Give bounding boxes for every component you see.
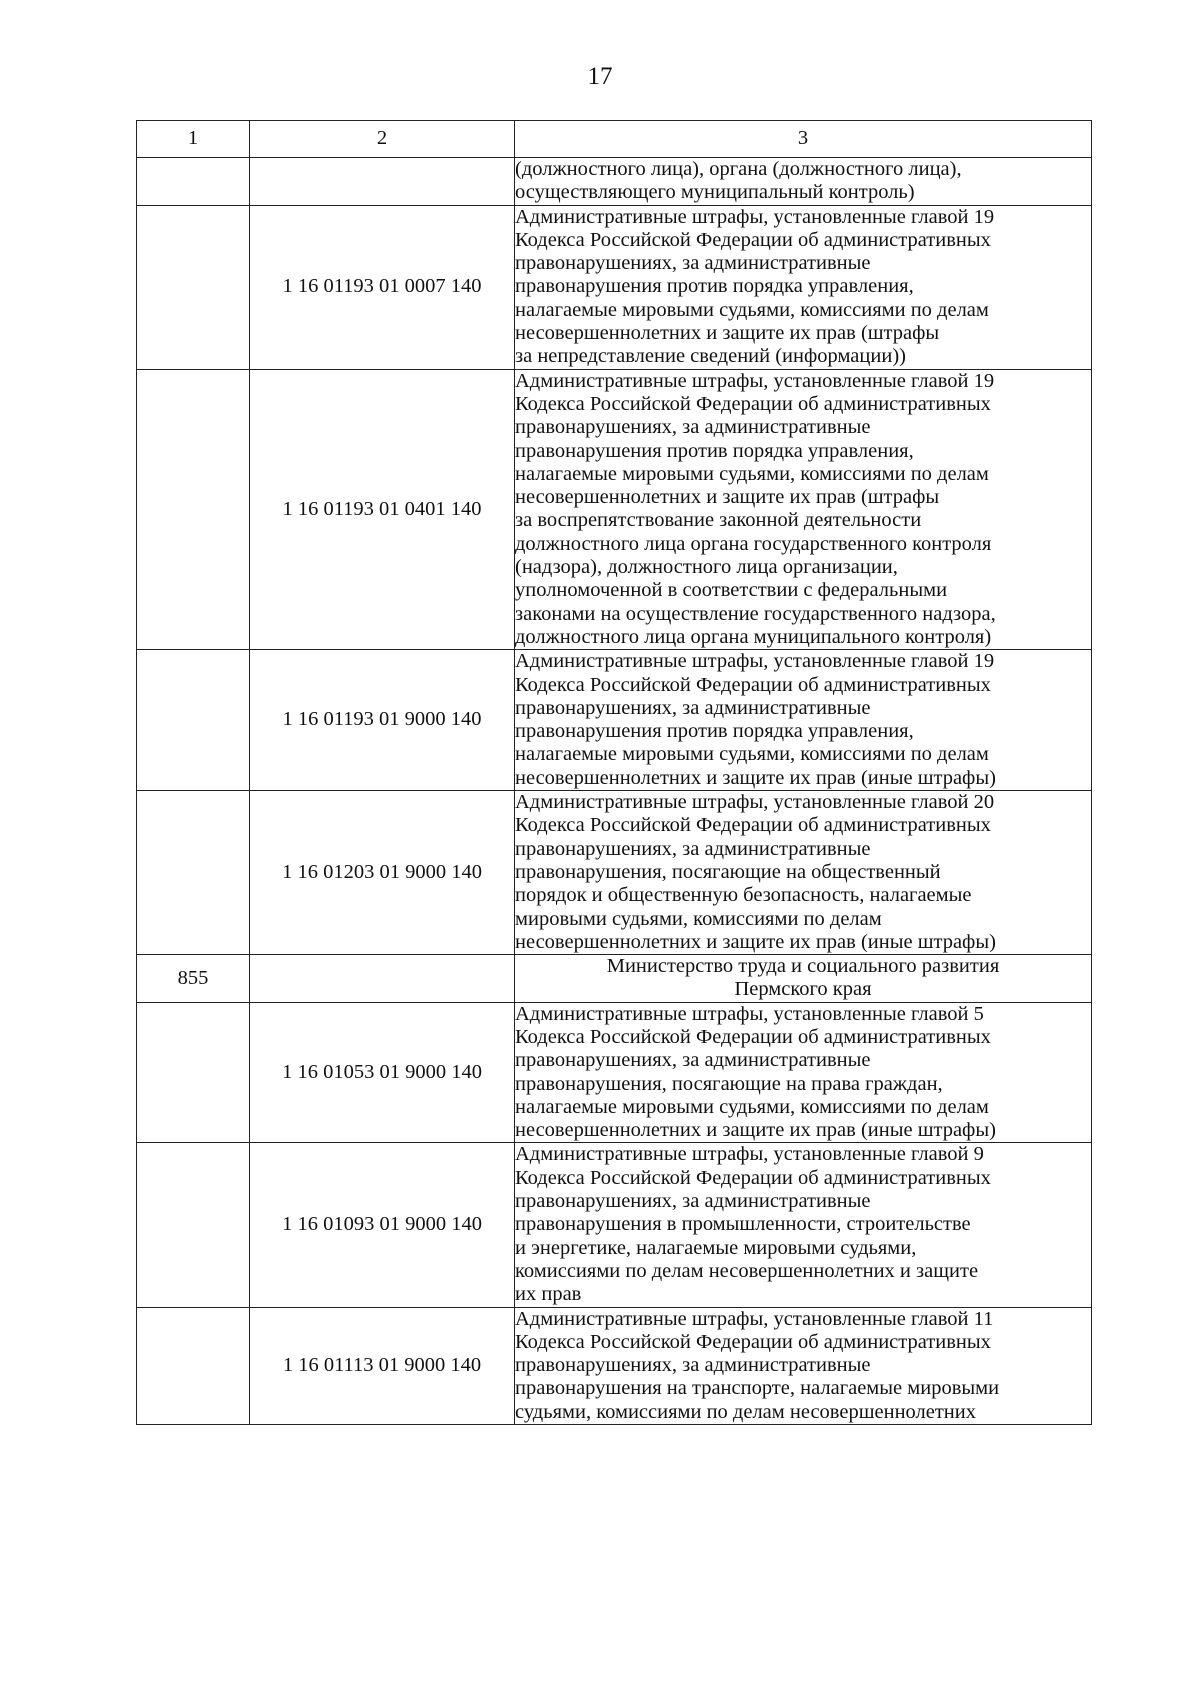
description-line: несовершеннолетних и защите их прав (иные штрафы) — [515, 766, 996, 789]
description-line: правонарушения в промышленности, строительстве — [515, 1213, 971, 1236]
description-cell — [515, 1143, 1092, 1307]
description-line: (должностного лица), органа (должностного лица), — [515, 158, 962, 180]
description-line: правонарушения, посягающие на общественный — [515, 860, 941, 883]
description-line: Кодекса Российской Федерации об административных — [515, 392, 991, 415]
description-line: несовершеннолетних и защите их прав (иные штрафы) — [515, 930, 996, 953]
table-row — [137, 955, 1092, 1003]
header-col-2: 2 — [250, 121, 515, 158]
description-line: правонарушениях, за административные — [515, 1354, 871, 1377]
budget-code-cell: 1 16 01093 01 9000 140 — [250, 1143, 515, 1307]
admin-code-cell — [137, 205, 250, 369]
description-line: налагаемые мировыми судьями, комиссиями по делам — [515, 1095, 989, 1118]
description-line: комиссиями по делам несовершеннолетних и защите — [515, 1259, 979, 1282]
table-row — [137, 1307, 1092, 1424]
description-line: правонарушения против порядка управления, — [515, 275, 914, 298]
description-line: несовершеннолетних и защите их прав (штрафы — [515, 486, 940, 509]
table-row — [137, 650, 1092, 791]
table-row — [137, 369, 1092, 650]
description-line: несовершеннолетних и защите их прав (штрафы — [515, 322, 940, 345]
description-cell — [515, 791, 1092, 955]
admin-code-cell — [137, 1143, 250, 1307]
budget-code-cell: 1 16 01193 01 0007 140 — [250, 205, 515, 369]
description-line: правонарушениях, за административные — [515, 1049, 871, 1072]
table-row — [137, 1143, 1092, 1307]
description-cell — [515, 1002, 1092, 1143]
table-row — [137, 1002, 1092, 1143]
description-line: Административные штрафы, установленные главой 19 — [515, 205, 995, 228]
description-line: налагаемые мировыми судьями, комиссиями по делам — [515, 462, 989, 485]
description-line: мировыми судьями, комиссиями по делам — [515, 907, 882, 930]
description-line: Административные штрафы, установленные главой 19 — [515, 650, 995, 673]
description-line: налагаемые мировыми судьями, комиссиями по делам — [515, 298, 989, 321]
description-line: несовершеннолетних и защите их прав (иные штрафы) — [515, 1119, 996, 1142]
admin-code-cell: 855 — [137, 955, 250, 1003]
admin-code-cell — [137, 1307, 250, 1424]
description-line: за воспрепятствование законной деятельности — [515, 509, 922, 532]
description-line: Кодекса Российской Федерации об административных — [515, 228, 991, 251]
description-line: правонарушениях, за административные — [515, 696, 871, 719]
page-number: 17 — [587, 63, 613, 90]
description-line: налагаемые мировыми судьями, комиссиями по делам — [515, 743, 989, 766]
admin-code-cell — [137, 158, 250, 206]
description-line: Административные штрафы, установленные главой 5 — [515, 1002, 984, 1025]
description-line: Кодекса Российской Федерации об административных — [515, 1025, 991, 1048]
description-line: их прав — [515, 1283, 582, 1306]
codes-table — [136, 120, 1092, 1425]
description-cell — [515, 650, 1092, 791]
description-line: законами на осуществление государственного надзора, — [515, 602, 996, 625]
budget-code-cell: 1 16 01193 01 0401 140 — [250, 369, 515, 650]
description-line: правонарушениях, за административные — [515, 1190, 871, 1213]
description-line: правонарушения, посягающие на права граждан, — [515, 1072, 943, 1095]
header-row — [137, 121, 1092, 158]
description-line: Административные штрафы, установленные главой 20 — [515, 791, 995, 814]
description-line: Кодекса Российской Федерации об административных — [515, 814, 991, 837]
description-line: Административные штрафы, установленные главой 19 — [515, 369, 995, 392]
description-line: Кодекса Российской Федерации об административных — [515, 1330, 991, 1353]
table-row — [137, 158, 1092, 206]
budget-code-cell: 1 16 01053 01 9000 140 — [250, 1002, 515, 1143]
table-row — [137, 205, 1092, 369]
description-cell — [515, 1307, 1092, 1424]
description-line: правонарушениях, за административные — [515, 252, 871, 275]
description-line: порядок и общественную безопасность, налагаемые — [515, 884, 972, 907]
header-col-1: 1 — [137, 121, 250, 158]
description-line: должностного лица органа муниципального контроля) — [515, 625, 992, 648]
description-line: правонарушениях, за административные — [515, 837, 871, 860]
description-cell — [515, 158, 1092, 206]
description-line: Административные штрафы, установленные главой 11 — [515, 1307, 994, 1330]
description-line: правонарушения против порядка управления, — [515, 720, 914, 743]
admin-code-cell — [137, 1002, 250, 1143]
description-line: (надзора), должностного лица организации, — [515, 556, 898, 579]
description-line: Министерство труда и социального развития — [606, 955, 1000, 978]
budget-code-cell — [250, 158, 515, 206]
budget-code-cell: 1 16 01193 01 9000 140 — [250, 650, 515, 791]
description-line: за непредставление сведений (информации)) — [515, 345, 906, 368]
budget-code-cell — [250, 955, 515, 1003]
description-line: Кодекса Российской Федерации об административных — [515, 673, 991, 696]
description-line: правонарушения против порядка управления, — [515, 439, 914, 462]
description-line: судьями, комиссиями по делам несовершеннолетних — [515, 1400, 976, 1423]
description-cell — [515, 955, 1092, 1003]
description-line: правонарушения на транспорте, налагаемые мировыми — [515, 1377, 1000, 1400]
description-line: должностного лица органа государственного контроля — [515, 532, 992, 555]
admin-code-cell — [137, 369, 250, 650]
header-col-3: 3 — [515, 121, 1092, 158]
table-body — [137, 121, 1092, 1425]
description-line: правонарушениях, за административные — [515, 416, 871, 439]
description-cell — [515, 205, 1092, 369]
budget-code-cell: 1 16 01113 01 9000 140 — [250, 1307, 515, 1424]
description-line: Пермского края — [734, 978, 872, 1001]
description-line: уполномоченной в соответствии с федеральными — [515, 579, 948, 602]
budget-code-cell: 1 16 01203 01 9000 140 — [250, 791, 515, 955]
description-line: и энергетике, налагаемые мировыми судьями, — [515, 1236, 917, 1259]
admin-code-cell — [137, 650, 250, 791]
description-line: Административные штрафы, установленные главой 9 — [515, 1143, 984, 1166]
description-line: Кодекса Российской Федерации об административных — [515, 1166, 991, 1189]
description-line: осуществляющего муниципальный контроль) — [515, 181, 915, 204]
table-row — [137, 791, 1092, 955]
description-cell — [515, 369, 1092, 650]
admin-code-cell — [137, 791, 250, 955]
